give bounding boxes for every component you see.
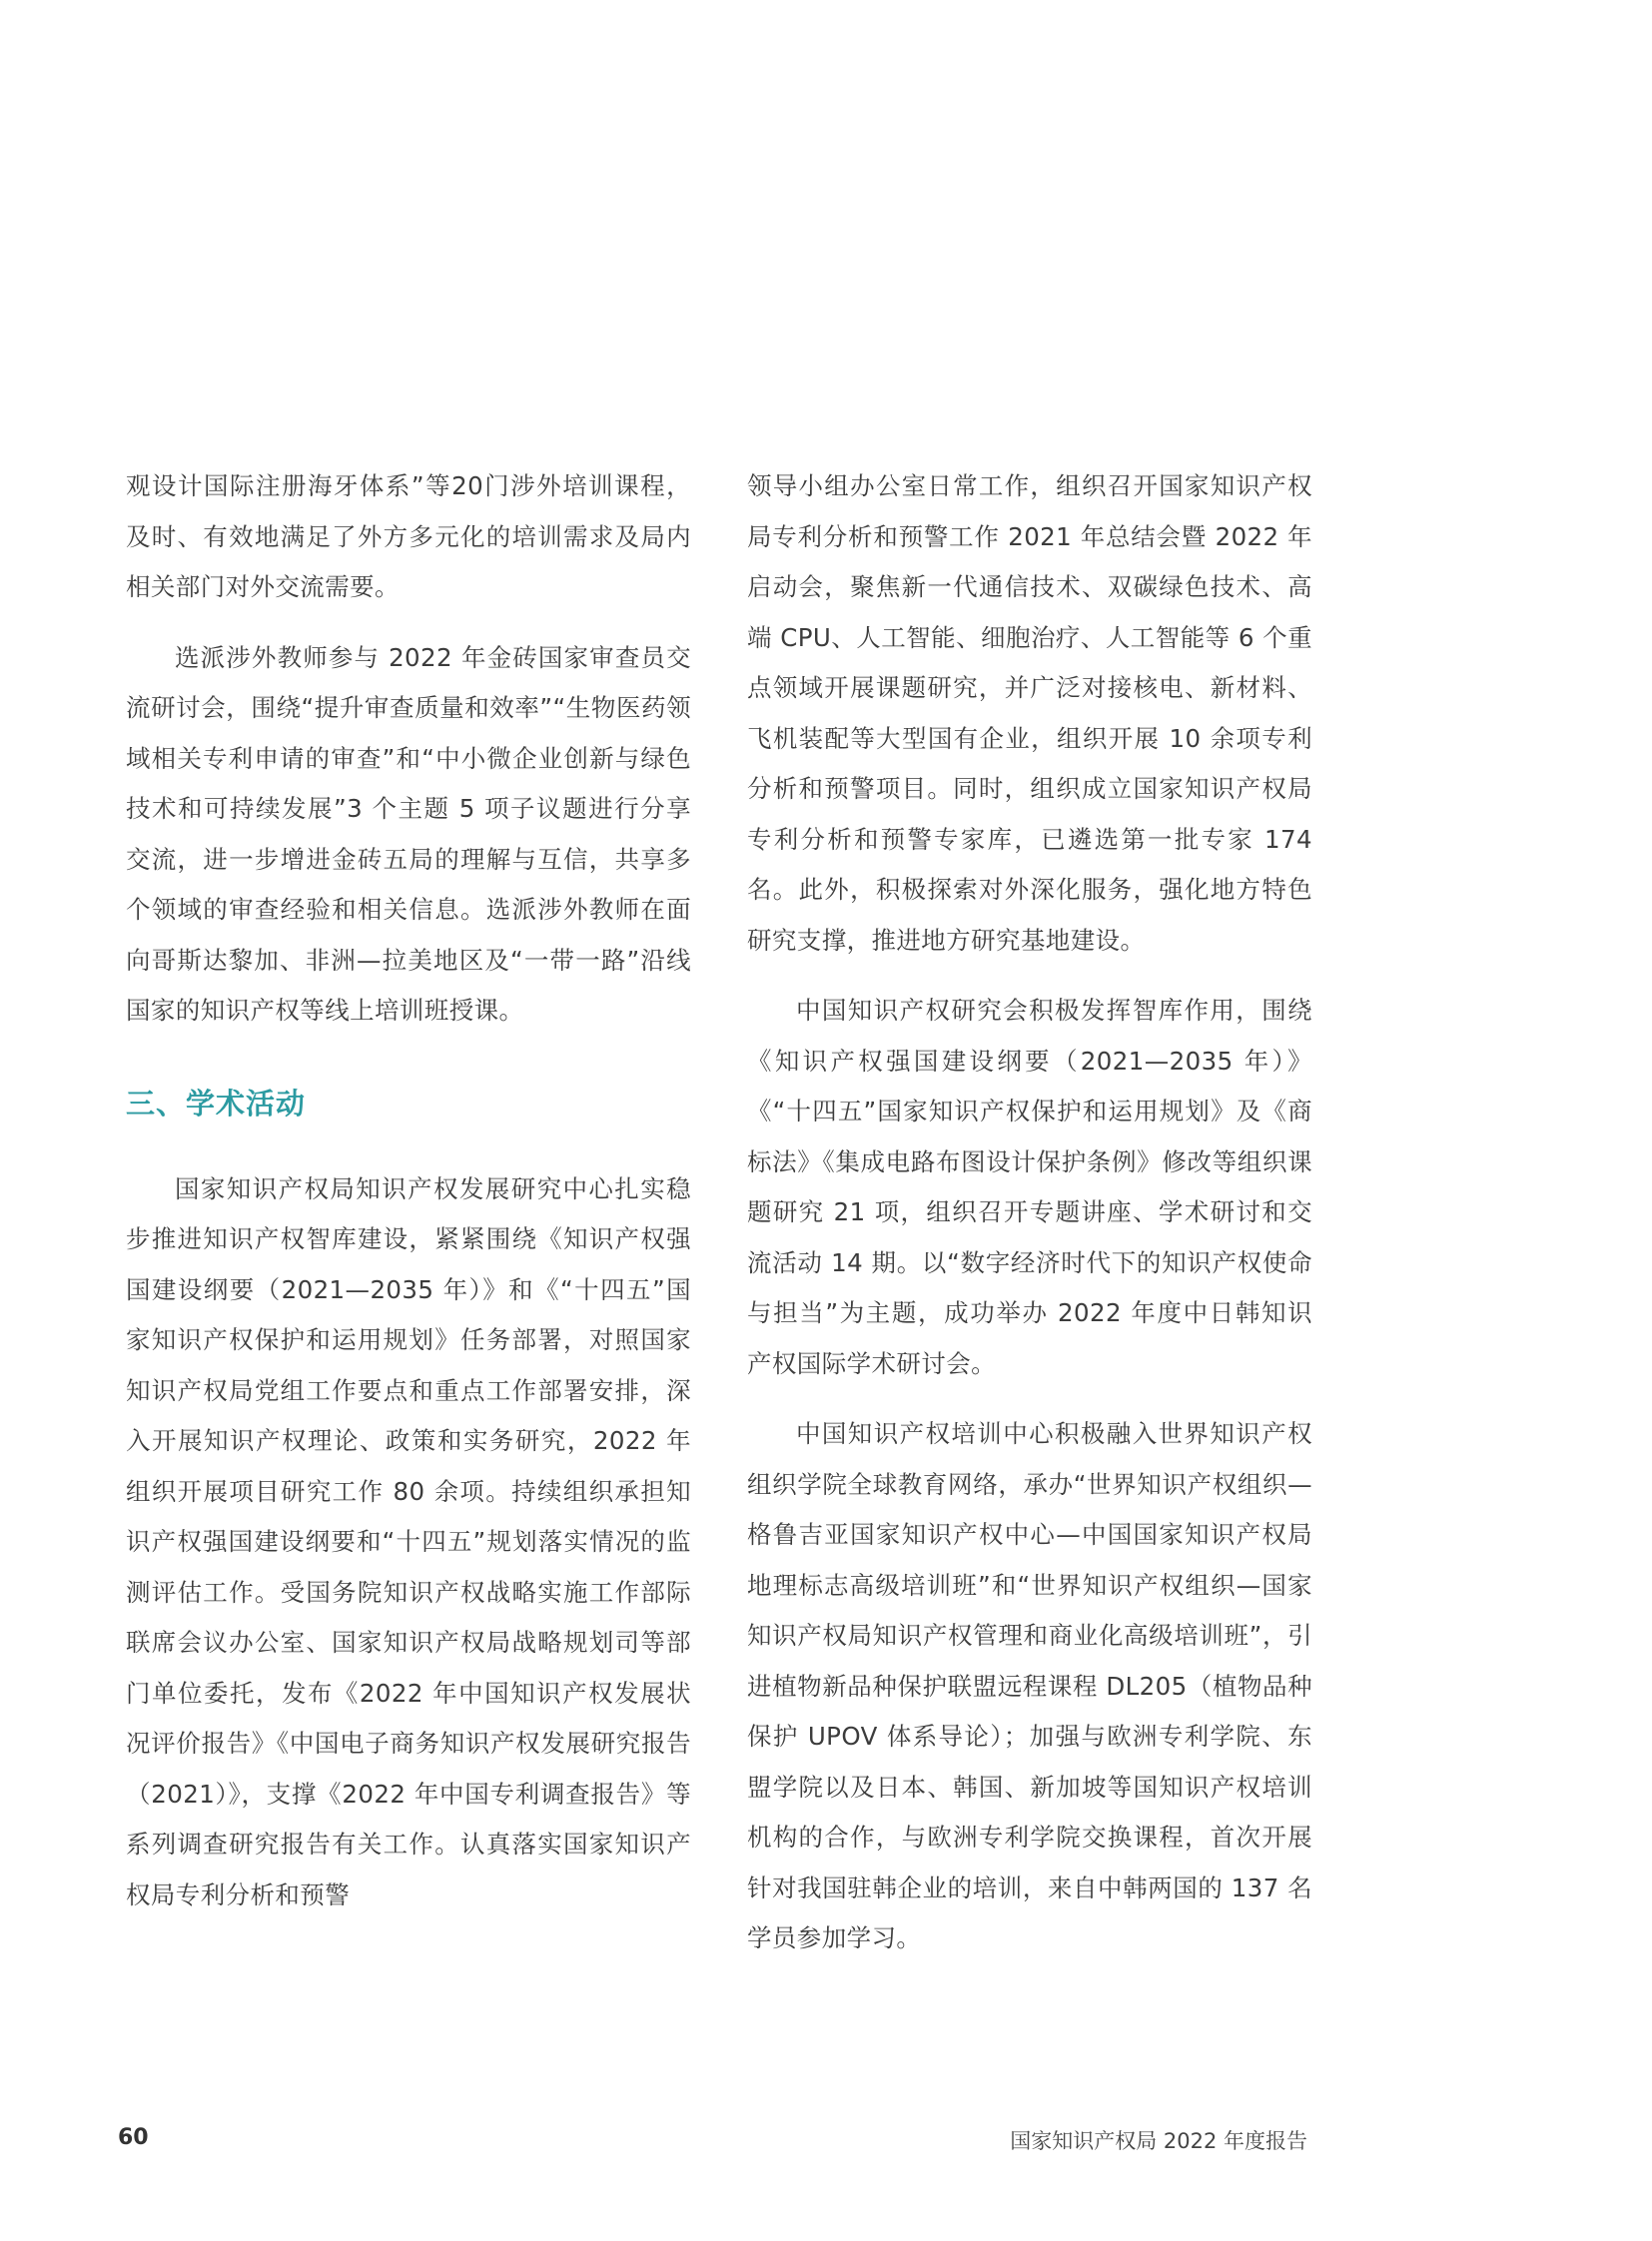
footer-report-title: 国家知识产权局 2022 年度报告 <box>1010 2129 1307 2153</box>
paragraph-training-center: 中国知识产权培训中心积极融入世界知识产权组织学院全球教育网络，承办“世界知识产权组织—格鲁吉亚国家知识产权中心—中国国家知识产权局地理标志高级培训班”和“世界知识产权组织—国家知识产权局知识产权管理和商业化高级培训班”，引进植物新品种保护联盟远程课程 DL205（植物品种保护 UPOV 体系导论）；加强与欧洲专利学院、东盟学院以及日本、韩国、新加坡等国知识产权培训机构的合作，与欧洲专利学院交换课程，首次开展针对我国驻韩企业的培训，来自中韩两国的 137 名学员参加学习。 <box>747 1419 1312 1952</box>
paragraph-brics-seminar: 选派涉外教师参与 2022 年金砖国家审查员交流研讨会，围绕“提升审查质量和效率”“生物医药领域相关专利申请的审查”和“中小微企业创新与绿色技术和可持续发展”3 个主题 5 项子议题进行分享交流，进一步增进金砖五局的理解与互信，共享多个领域的审查经验和相关信息。选派涉外教师在面向哥斯达黎加、非洲—拉美地区及“一带一路”沿线国家的知识产权等线上培训班授课。 <box>126 642 691 1025</box>
left-column <box>126 461 691 1920</box>
paragraph-training-courses: 观设计国际注册海牙体系”等20门涉外培训课程，及时、有效地满足了外方多元化的培训需求及局内相关部门对外交流需要。 <box>126 471 691 601</box>
paragraph-research-society: 中国知识产权研究会积极发挥智库作用，围绕《知识产权强国建设纲要（2021—2035 年）》《“十四五”国家知识产权保护和运用规划》及《商标法》《集成电路布图设计保护条例》修改等组织课题研究 21 项，组织召开专题讲座、学术研讨和交流活动 14 期。以“数字经济时代下的知识产权使命与担当”为主题，成功举办 2022 年度中日韩知识产权国际学术研讨会。 <box>747 996 1312 1378</box>
section-heading-academic-activities: 三、学术活动 <box>126 1086 307 1120</box>
right-column <box>747 461 1312 1964</box>
paragraph-patent-analysis-warning: 领导小组办公室日常工作，组织召开国家知识产权局专利分析和预警工作 2021 年总结会暨 2022 年启动会，聚焦新一代通信技术、双碳绿色技术、高端 CPU、人工智能、细胞治疗、人工智能等 6 个重点领域开展课题研究，并广泛对接核电、新材料、飞机装配等大型国有企业，组织开展 10 余项专利分析和预警项目。同时，组织成立国家知识产权局专利分析和预警专家库，已遴选第一批专家 174 名。此外，积极探索对外深化服务，强化地方特色研究支撑，推进地方研究基地建设。 <box>747 471 1312 955</box>
page-number: 60 <box>118 2125 149 2150</box>
paragraph-development-research-center: 国家知识产权局知识产权发展研究中心扎实稳步推进知识产权智库建设，紧紧围绕《知识产权强国建设纲要（2021—2035 年）》和《“十四五”国家知识产权保护和运用规划》任务部署，对照国家知识产权局党组工作要点和重点工作部署安排，深入开展知识产权理论、政策和实务研究，2022 年组织开展项目研究工作 80 余项。持续组织承担知识产权强国建设纲要和“十四五”规划落实情况的监测评估工作。受国务院知识产权战略实施工作部际联席会议办公室、国家知识产权局战略规划司等部门单位委托，发布《2022 年中国知识产权发展状况评价报告》《中国电子商务知识产权发展研究报告（2021）》，支撑《2022 年中国专利调查报告》等系列调查研究报告有关工作。认真落实国家知识产权局专利分析和预警 <box>126 1173 691 1909</box>
